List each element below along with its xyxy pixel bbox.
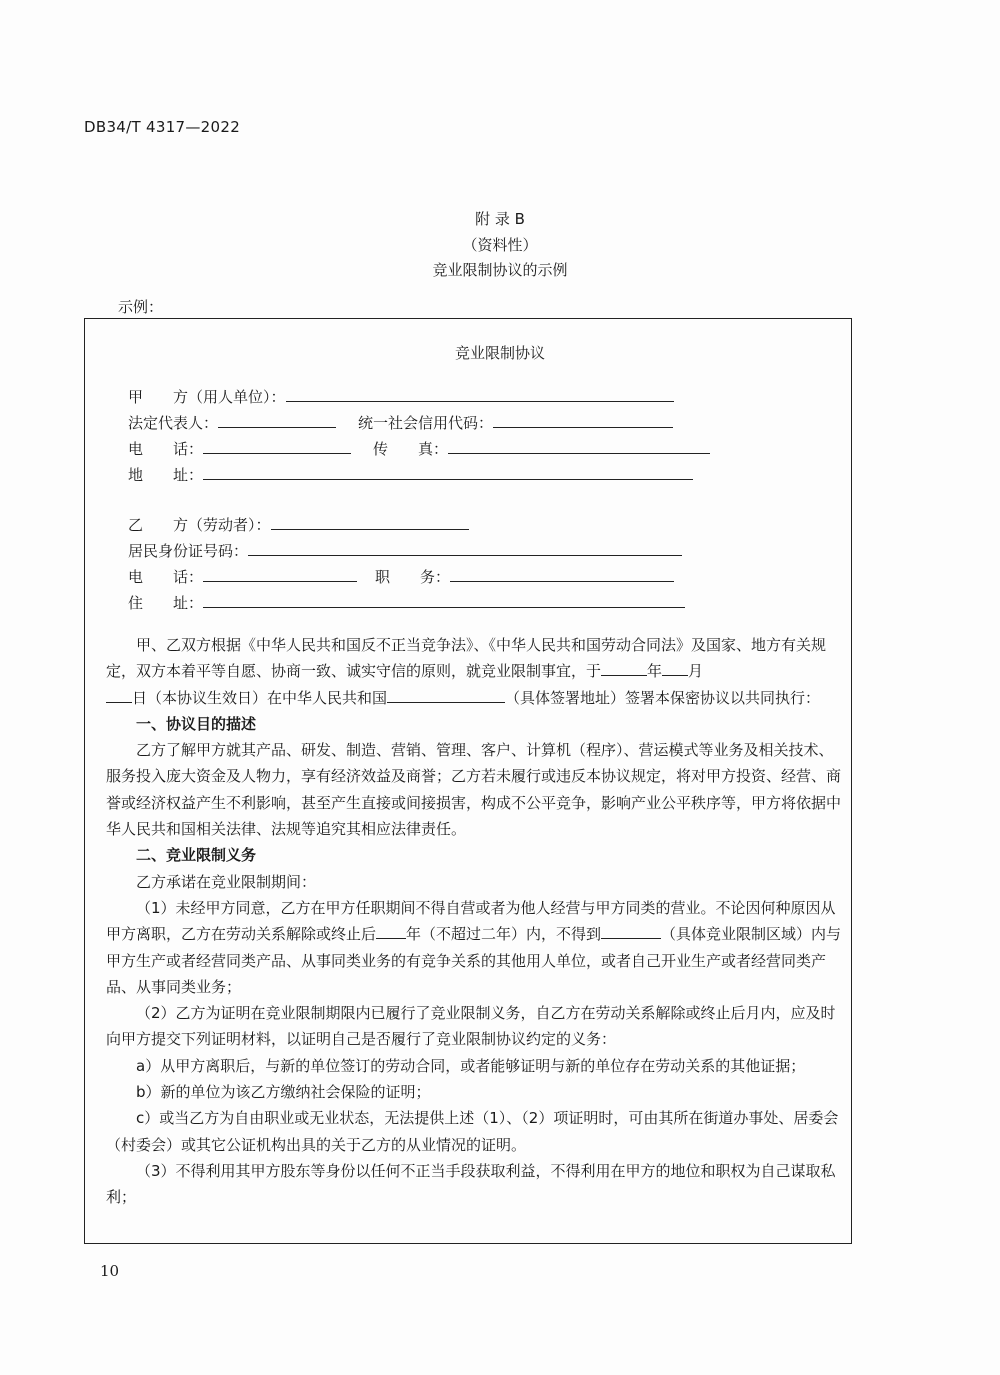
year-label: 年 (647, 662, 663, 681)
party-a-fax-label: 传 真： (373, 440, 449, 458)
party-b-name-row (128, 514, 469, 535)
party-a-rep-row (128, 412, 673, 433)
obligation-2-c: c）或当乙方为自由职业或无业状态，无法提供上述（1）、（2）项证明时，可由其所在街道办事处、居委会（村委会）或其它公证机构出具的关于乙方的从业情况的证明。 (106, 1109, 839, 1154)
party-b-phone-blank (203, 567, 357, 582)
party-b-phone-row (128, 566, 674, 587)
month-label: 月 (688, 662, 704, 681)
party-a-credit-label: 统一社会信用代码： (358, 414, 494, 432)
party-a-phone-blank (203, 439, 351, 454)
standard-number: DB34/T 4317—2022 (84, 118, 241, 136)
obligation-1 (106, 895, 844, 1000)
sign-month-blank (662, 661, 688, 676)
obligation-1-text-b: 年（不超过二年）内，不得到 (406, 925, 602, 944)
party-a-rep-blank (218, 413, 336, 428)
sign-place-blank (387, 688, 505, 703)
intro-text-1: 甲、乙双方根据《中华人民共和国反不正当竞争法》、《中华人民共和国劳动合同法》及国家、地方有关规定，双方本着平等自愿、协商一致、诚实守信的原则，就竞业限制事宜，于 (106, 636, 827, 681)
party-b-id-row (128, 540, 682, 561)
appendix-label: 附 录 B (475, 210, 525, 228)
sign-year-blank (601, 661, 647, 676)
party-b-name-label: 乙 方（劳动者）： (128, 516, 271, 534)
party-a-address-label: 地 址： (128, 466, 204, 484)
obligation-2: （2）乙方为证明在竞业限制期限内已履行了竞业限制义务，自乙方在劳动关系解除或终止后月内，应及时向甲方提交下列证明材料，以证明自己是否履行了竞业限制协议约定的义务： (106, 1004, 836, 1049)
section-2-lead: 乙方承诺在竞业限制期间： (136, 872, 317, 891)
page-number: 10 (100, 1262, 120, 1280)
party-b-id-blank (248, 541, 682, 556)
party-b-address-row (128, 592, 685, 613)
party-b-phone-label: 电 话： (128, 568, 204, 586)
intro-text-2: 日（本协议生效日）在中华人民共和国 (132, 688, 388, 707)
intro-paragraph (106, 632, 844, 711)
intro-text-3: （具体签署地址）签署本保密协议以共同执行： (505, 688, 821, 707)
party-b-address-blank (203, 593, 685, 608)
restriction-region-blank (601, 924, 661, 939)
party-a-phone-row (128, 438, 710, 459)
party-a-rep-label: 法定代表人： (128, 414, 219, 432)
party-a-credit-blank (493, 413, 673, 428)
party-a-name-blank (286, 387, 674, 402)
restriction-years-blank (376, 924, 406, 939)
sign-day-blank (106, 688, 132, 703)
party-b-id-label: 居民身份证号码： (128, 542, 249, 560)
party-a-name-row (128, 386, 674, 407)
party-a-address-row (128, 464, 693, 485)
example-label: 示例： (118, 298, 164, 316)
agreement-body (106, 632, 844, 1211)
party-b-name-blank (271, 515, 469, 530)
section-1-body: 乙方了解甲方就其产品、研发、制造、营销、管理、客户、计算机（程序）、营运模式等业务及相关技术、服务投入庞大资金及人物力，享有经济效益及商誉；乙方若未履行或违反本协议规定，将对甲方投资、经营、商誉或经济权益产生不利影响，甚至产生直接或间接损害，构成不公平竞争，影响产业公平秩序等，甲方将依据中华人民共和国相关法律、法规等追究其相应法律责任。 (106, 741, 842, 839)
agreement-title: 竞业限制协议 (454, 344, 545, 362)
obligation-2-a: a）从甲方离职后，与新的单位签订的劳动合同，或者能够证明与新的单位存在劳动关系的其他证据； (136, 1056, 806, 1075)
party-b-duty-label: 职 务： (375, 568, 451, 586)
section-1-heading: 一、协议目的描述 (136, 714, 257, 733)
party-a-address-blank (203, 465, 693, 480)
section-2-heading: 二、竞业限制义务 (136, 846, 257, 865)
obligation-1-text-c: （具体竞业限制区域）内与甲方生产或者经营同类产品、从事同类业务的有竞争关系的其他用人单位，或者自己开业生产或者经营同类产品、从事同类业务； (106, 925, 842, 996)
obligation-3: （3）不得利用其甲方股东等身份以任何不正当手段获取利益，不得利用在甲方的地位和职权为自己谋取私利； (106, 1161, 836, 1207)
party-a-name-label: 甲 方（用人单位）： (128, 388, 286, 406)
party-a-fax-blank (448, 439, 710, 454)
appendix-nature: （资料性） (462, 236, 538, 254)
party-a-phone-label: 电 话： (128, 440, 204, 458)
appendix-title: 竞业限制协议的示例 (432, 261, 568, 279)
obligation-1-text-a: （1）未经甲方同意，乙方在甲方任职期间不得自营或者为他人经营与甲方同类的营业。不论因何种原因从甲方离职，乙方在劳动关系解除或终止后 (106, 898, 836, 944)
party-b-duty-blank (450, 567, 674, 582)
obligation-2-b: b）新的单位为该乙方缴纳社会保险的证明； (136, 1083, 431, 1102)
party-b-address-label: 住 址： (128, 594, 204, 612)
